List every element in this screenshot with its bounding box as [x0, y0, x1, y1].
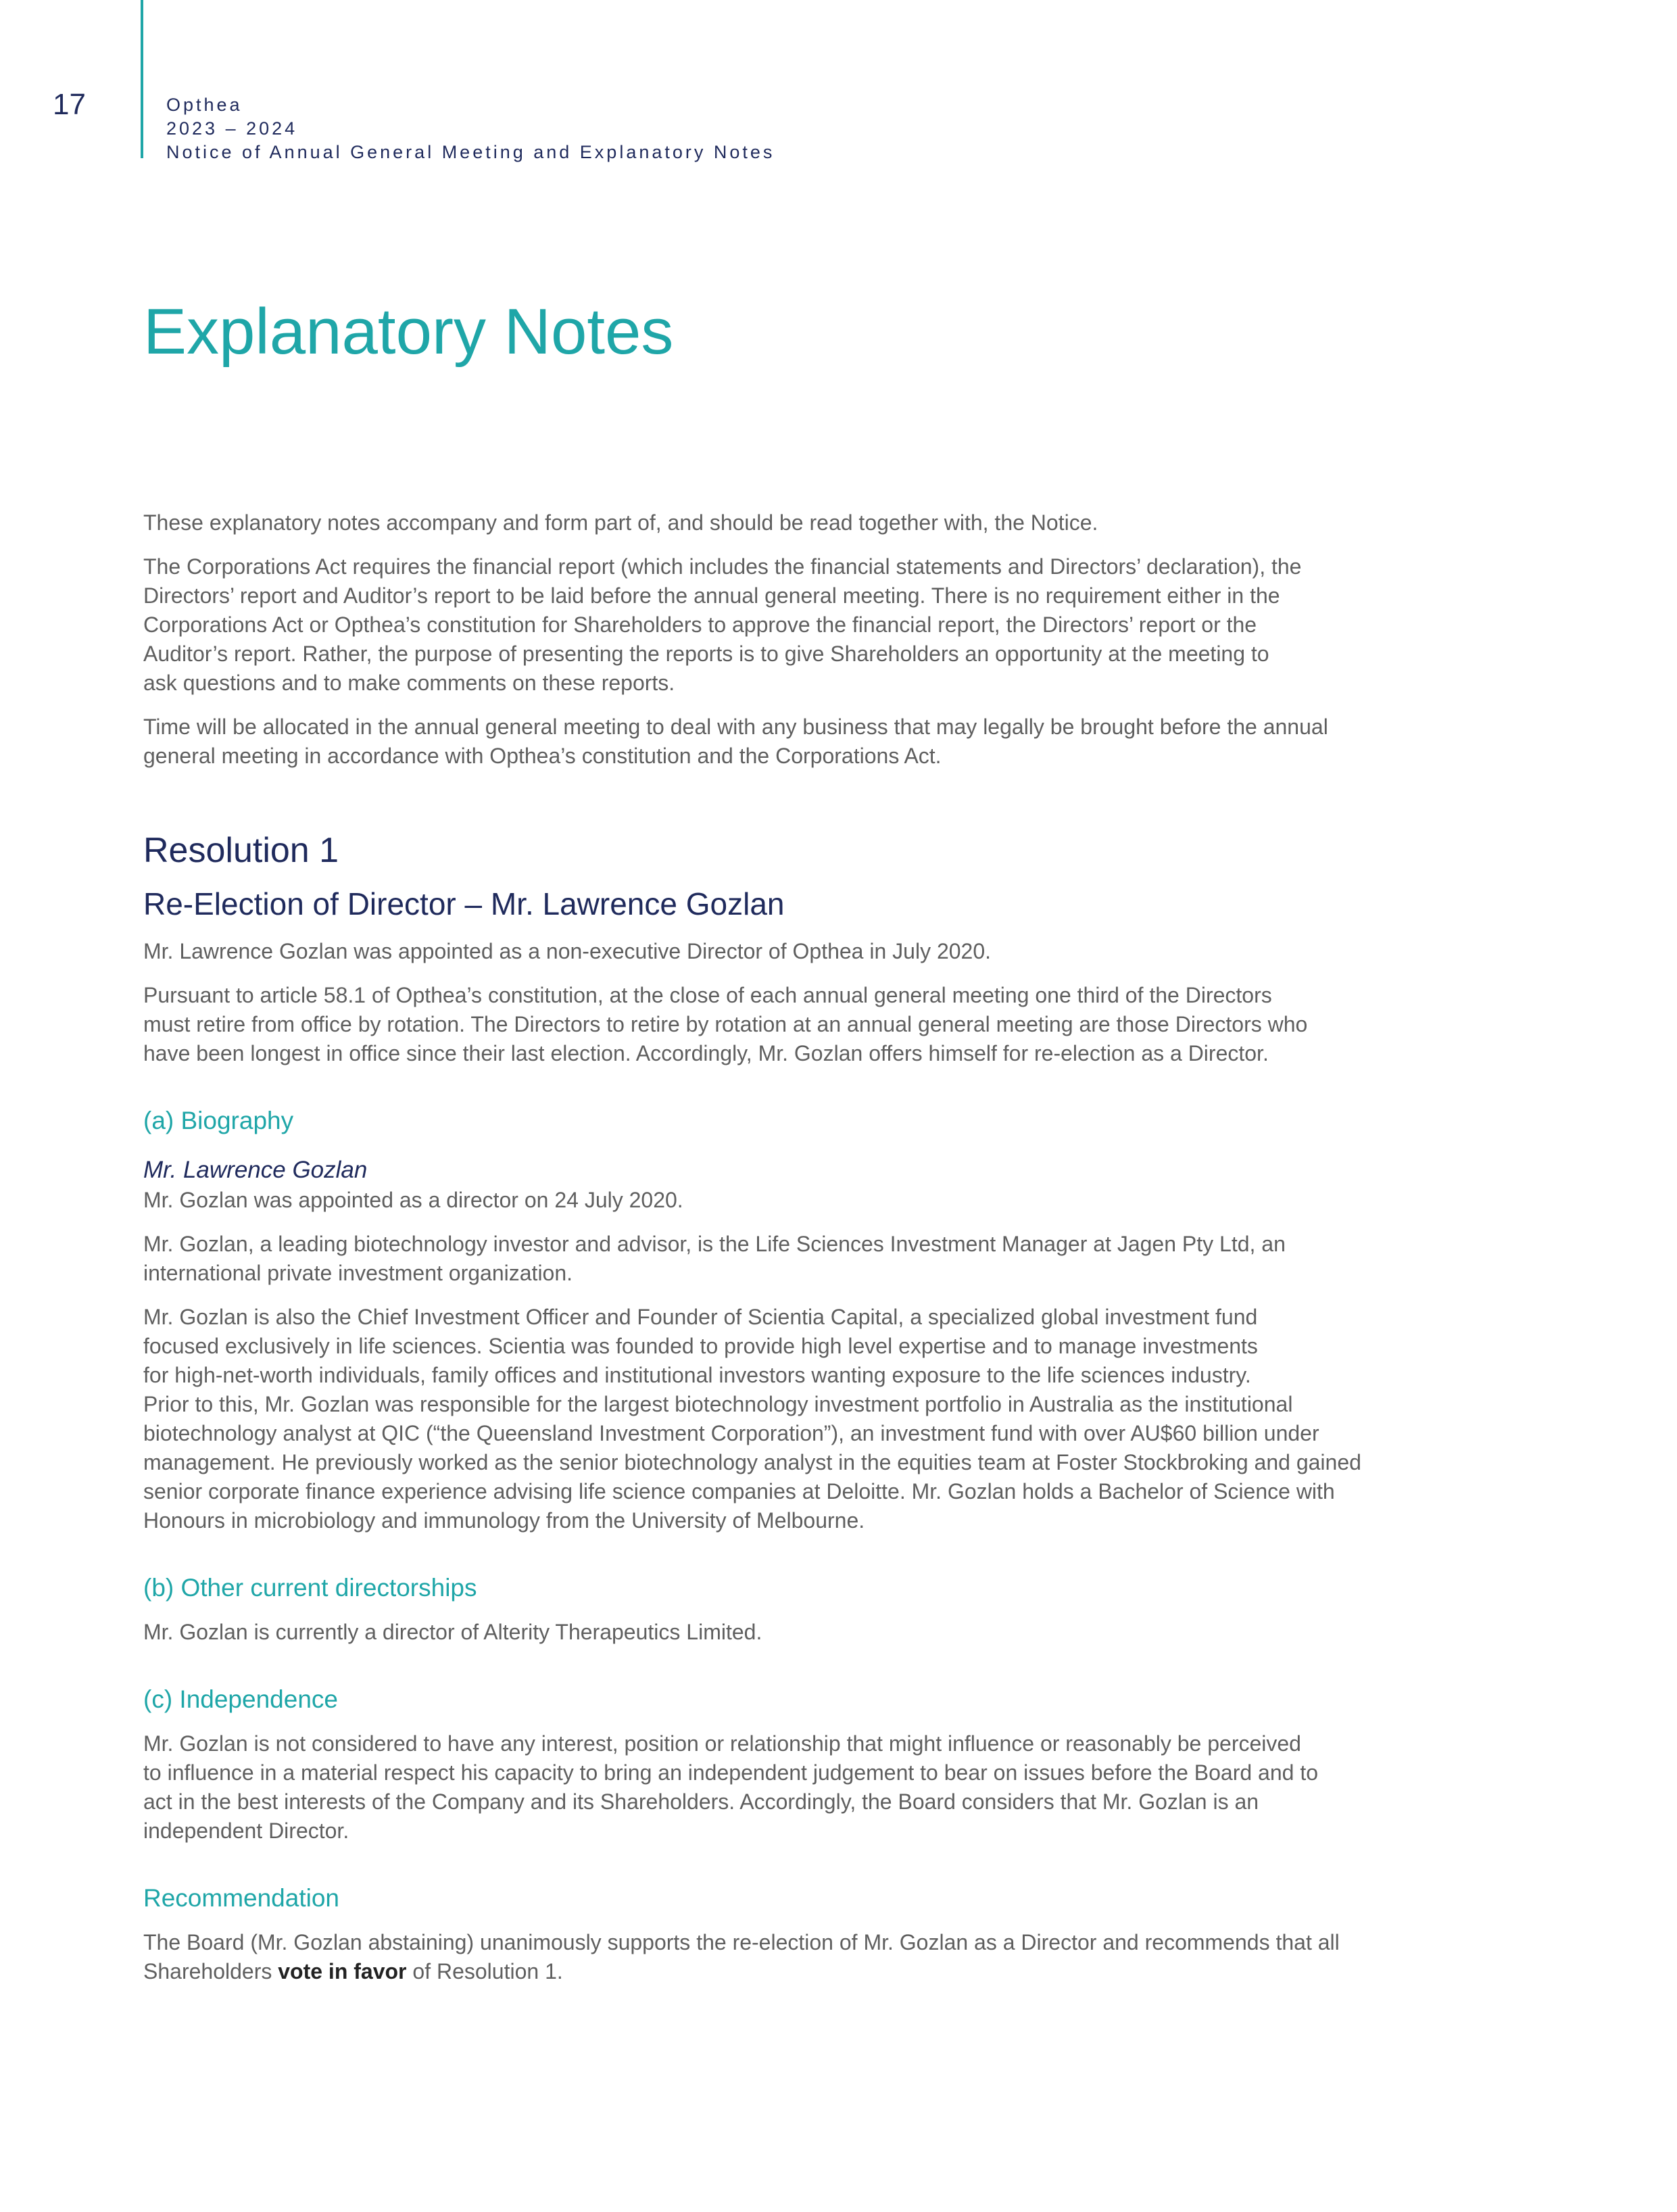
biography-paragraph-1: Mr. Gozlan was appointed as a director on 24 July 2020. [143, 1188, 683, 1212]
body-text [143, 508, 1495, 1986]
recommendation-heading: Recommendation [143, 1884, 339, 1912]
resolution-paragraph-1: Mr. Lawrence Gozlan was appointed as a non-executive Director of Opthea in July 2020. [143, 939, 992, 963]
biography-heading: (a) Biography [143, 1107, 294, 1134]
directorships-heading: (b) Other current directorships [143, 1574, 477, 1602]
independence-heading: (c) Independence [143, 1685, 338, 1713]
intro-paragraph-2: The Corporations Act requires the financial report (which includes the financial statements and Directors’ declaration), the Directors’ report and Auditor’s report to be laid before the annual general meeting. There is no requirement either in the Corporations Act or Opthea’s constitution for Shareholders to approve the financial report, the Directors’ report or the Auditor’s report. Rather, the purpose of presenting the reports is to give Shareholders an opportunity at the meeting to ask questions and to make comments on these reports. [143, 554, 1302, 695]
vote-in-favor-emphasis: vote in favor [278, 1959, 407, 1983]
running-header [166, 93, 775, 164]
page-number: 17 [53, 88, 86, 121]
independence-paragraph: Mr. Gozlan is not considered to have any interest, position or relationship that might influence or reasonably be perceived to influence in a material respect his capacity to bring an independent judgement to bear on issues before the Board and to act in the best interests of the Company and its Shareholders. Accordingly, the Board considers that Mr. Gozlan is an independent Director. [143, 1731, 1318, 1843]
resolution-subtitle: Re-Election of Director – Mr. Lawrence Gozlan [143, 886, 785, 921]
biography-paragraph-3: Mr. Gozlan is also the Chief Investment Officer and Founder of Scientia Capital, a specialized global investment fund focused exclusively in life sciences. Scientia was founded to provide high level expertise and to manage investments for high-net-worth individuals, family offices and institutional investors wanting exposure to the life sciences industry. Prior to this, Mr. Gozlan was responsible for the largest biotechnology investment portfolio in Australia as the institutional biotechnology analyst at QIC (“the Queensland Investment Corporation”), an investment fund with over AU$60 billion under management. He previously worked as the senior biotechnology analyst in the equities team at Foster Stockbroking and gained senior corporate finance experience advising life science companies at Deloitte. Mr. Gozlan holds a Bachelor of Science with Honours in microbiology and immunology from the University of Melbourne. [143, 1305, 1361, 1533]
header-years: 2023 – 2024 [166, 118, 298, 139]
header-company: Opthea [166, 95, 243, 115]
header-divider [141, 0, 143, 158]
intro-paragraph-3: Time will be allocated in the annual general meeting to deal with any business that may legally be brought before the annual general meeting in accordance with Opthea’s constitution and the Corporations Act. [143, 715, 1328, 768]
biography-paragraph-2: Mr. Gozlan, a leading biotechnology investor and advisor, is the Life Sciences Investment Manager at Jagen Pty Ltd, an international private investment organization. [143, 1232, 1286, 1285]
resolution-paragraph-2: Pursuant to article 58.1 of Opthea’s constitution, at the close of each annual general meeting one third of the Directors must retire from office by rotation. The Directors to retire by rotation at an annual general meeting are those Directors who have been longest in office since their last election. Accordingly, Mr. Gozlan offers himself for re-election as a Director. [143, 983, 1308, 1065]
page-title: Explanatory Notes [143, 295, 674, 368]
intro-paragraph-1: These explanatory notes accompany and form part of, and should be read together with, the Notice. [143, 510, 1098, 535]
recommendation-paragraph: The Board (Mr. Gozlan abstaining) unanimously supports the re-election of Mr. Gozlan as a Director and recommends that all Shareholders vote in favor of Resolution 1. [143, 1930, 1340, 1983]
resolution-heading: Resolution 1 [143, 831, 339, 870]
header-document-title: Notice of Annual General Meeting and Explanatory Notes [166, 142, 775, 162]
directorships-paragraph: Mr. Gozlan is currently a director of Alterity Therapeutics Limited. [143, 1620, 762, 1644]
biography-person-name: Mr. Lawrence Gozlan [143, 1157, 368, 1183]
